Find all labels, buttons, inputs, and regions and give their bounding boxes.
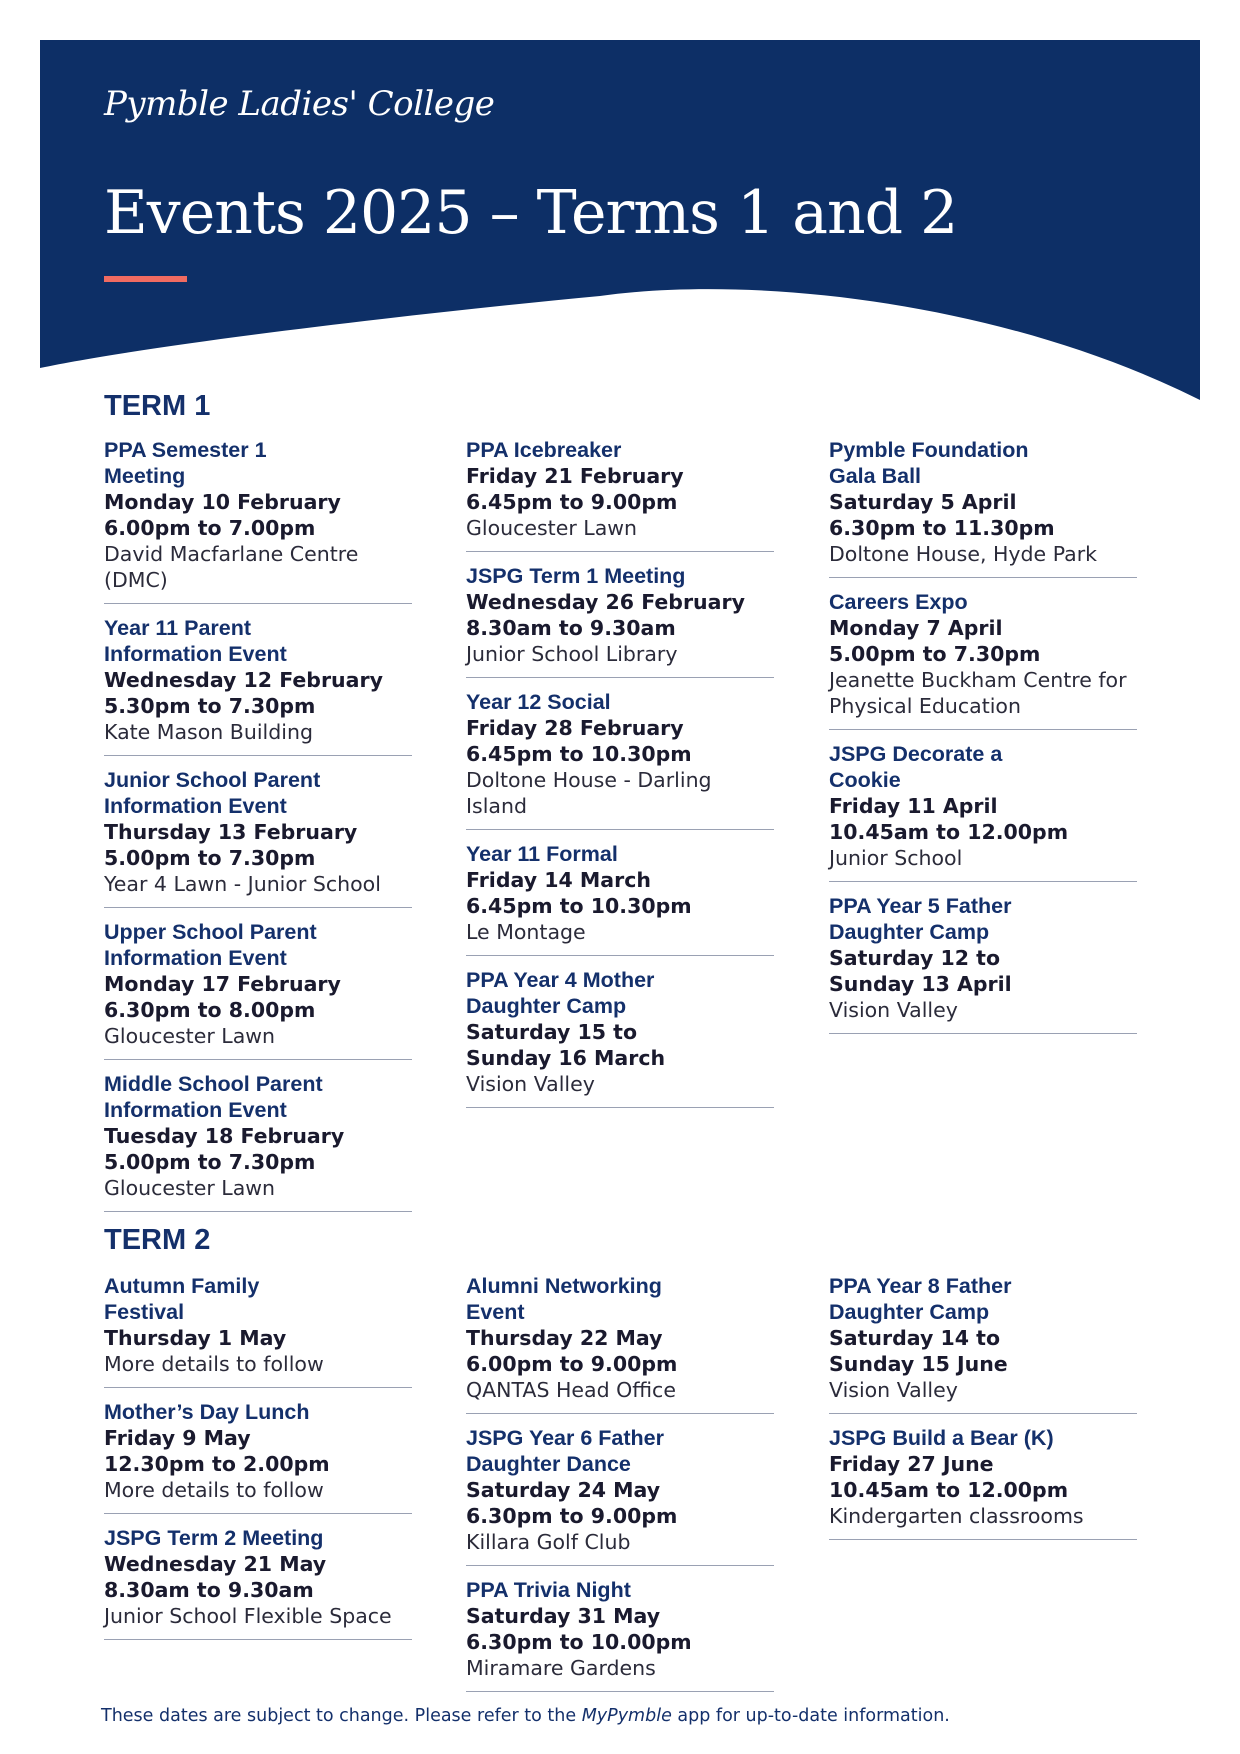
event-date: Saturday 14 to (829, 1326, 1001, 1350)
page-title: Events 2025 – Terms 1 and 2 (104, 178, 958, 248)
event-name: Year 11 Parent Information Event (104, 616, 287, 666)
event-location: Junior School Flexible Space (104, 1604, 392, 1628)
event-date: Monday 17 February (104, 972, 341, 996)
event-item (466, 841, 774, 956)
brand-logo: Pymble Ladies' College (104, 84, 495, 124)
event-time: 6.30pm to 8.00pm (104, 998, 316, 1022)
event-time: 10.45am to 12.00pm (829, 1478, 1069, 1502)
event-date: Friday 21 February (466, 464, 684, 488)
event-item (829, 741, 1137, 882)
event-name: PPA Trivia Night (466, 1578, 631, 1602)
event-name: Autumn Family Festival (104, 1274, 260, 1324)
event-item (829, 1273, 1137, 1414)
event-date: Tuesday 18 February (104, 1124, 345, 1148)
event-location: Killara Golf Club (466, 1530, 631, 1554)
event-date: Friday 14 March (466, 868, 651, 892)
event-item (104, 437, 412, 604)
event-location: Jeanette Buckham Centre for Physical Education (829, 668, 1127, 718)
event-date: Wednesday 21 May (104, 1552, 327, 1576)
event-date: Wednesday 12 February (104, 668, 383, 692)
event-item (104, 615, 412, 756)
event-item (104, 1399, 412, 1514)
event-location: Doltone House - Darling Island (466, 768, 712, 818)
event-location: Vision Valley (829, 1378, 958, 1402)
event-item (104, 767, 412, 908)
term-2-column-3 (829, 1273, 1137, 1551)
event-date: Thursday 1 May (104, 1326, 287, 1350)
event-name: Year 12 Social (466, 690, 611, 714)
event-item (466, 1273, 774, 1414)
event-location: Miramare Gardens (466, 1656, 656, 1680)
event-date: Saturday 31 May (466, 1604, 661, 1628)
event-time: 5.30pm to 7.30pm (104, 694, 316, 718)
event-date: Thursday 22 May (466, 1326, 663, 1350)
event-name: JSPG Decorate a Cookie (829, 742, 1003, 792)
event-item (466, 1577, 774, 1692)
event-time: 6.45pm to 9.00pm (466, 490, 678, 514)
event-item (466, 689, 774, 830)
event-item (466, 967, 774, 1108)
term-2-column-1 (104, 1273, 412, 1651)
footer-text-after: app for up-to-date information. (671, 1706, 950, 1726)
event-time: 6.30pm to 10.00pm (466, 1630, 692, 1654)
event-item (829, 893, 1137, 1034)
event-item (466, 1425, 774, 1566)
event-date: Thursday 13 February (104, 820, 358, 844)
term-2-heading: TERM 2 (104, 1224, 211, 1256)
event-location: Gloucester Lawn (104, 1176, 276, 1200)
event-location: Vision Valley (466, 1072, 595, 1096)
event-time: Sunday 15 June (829, 1352, 1008, 1376)
event-time: 6.30pm to 9.00pm (466, 1504, 678, 1528)
event-name: Pymble Foundation Gala Ball (829, 438, 1029, 488)
footer-note (101, 1706, 950, 1726)
event-item (829, 589, 1137, 730)
event-name: Careers Expo (829, 590, 968, 614)
event-location: Le Montage (466, 920, 586, 944)
event-date: Saturday 15 to (466, 1020, 638, 1044)
event-location: Kate Mason Building (104, 720, 313, 744)
event-name: PPA Year 4 Mother Daughter Camp (466, 968, 655, 1018)
event-time: 12.30pm to 2.00pm (104, 1452, 330, 1476)
event-location: Junior School (829, 846, 963, 870)
event-location: QANTAS Head Office (466, 1378, 676, 1402)
event-name: JSPG Term 1 Meeting (466, 564, 686, 588)
term-2-column-2 (466, 1273, 774, 1703)
event-name: Alumni Networking Event (466, 1274, 662, 1324)
event-time: Sunday 16 March (466, 1046, 666, 1070)
event-item (104, 1273, 412, 1388)
event-name: JSPG Year 6 Father Daughter Dance (466, 1426, 664, 1476)
event-item (104, 919, 412, 1060)
event-time: 5.00pm to 7.30pm (104, 846, 316, 870)
event-item (829, 437, 1137, 578)
event-time: 6.45pm to 10.30pm (466, 894, 692, 918)
event-date: Saturday 12 to (829, 946, 1001, 970)
event-name: PPA Semester 1 Meeting (104, 438, 267, 488)
event-name: PPA Year 5 Father Daughter Camp (829, 894, 1012, 944)
event-time: 6.00pm to 7.00pm (104, 516, 316, 540)
event-date: Friday 27 June (829, 1452, 994, 1476)
event-time: 6.00pm to 9.00pm (466, 1352, 678, 1376)
event-name: Upper School Parent Information Event (104, 920, 317, 970)
event-name: Junior School Parent Information Event (104, 768, 321, 818)
event-item (104, 1071, 412, 1212)
title-accent-bar (104, 276, 187, 282)
event-date: Saturday 5 April (829, 490, 1017, 514)
event-item (466, 437, 774, 552)
event-location: Kindergarten classrooms (829, 1504, 1084, 1528)
event-name: JSPG Build a Bear (K) (829, 1426, 1054, 1450)
event-location: Junior School Library (466, 642, 678, 666)
event-time: 8.30am to 9.30am (104, 1578, 314, 1602)
term-1-column-3 (829, 437, 1137, 1045)
event-time: 6.30pm to 11.30pm (829, 516, 1055, 540)
event-item (104, 1525, 412, 1640)
event-name: PPA Year 8 Father Daughter Camp (829, 1274, 1012, 1324)
event-time: 5.00pm to 7.30pm (104, 1150, 316, 1174)
event-date: Saturday 24 May (466, 1478, 661, 1502)
event-date: Friday 9 May (104, 1426, 251, 1450)
event-name: PPA Icebreaker (466, 438, 622, 462)
event-time: 5.00pm to 7.30pm (829, 642, 1041, 666)
event-time: 10.45am to 12.00pm (829, 820, 1069, 844)
event-date: Monday 10 February (104, 490, 341, 514)
term-1-column-2 (466, 437, 774, 1119)
event-location: Gloucester Lawn (466, 516, 638, 540)
event-item (829, 1425, 1137, 1540)
event-date: Friday 28 February (466, 716, 684, 740)
event-name: Mother’s Day Lunch (104, 1400, 310, 1424)
event-location: David Macfarlane Centre (DMC) (104, 542, 359, 592)
event-time: Sunday 13 April (829, 972, 1012, 996)
term-1-column-1 (104, 437, 412, 1223)
event-item (466, 563, 774, 678)
event-name: Middle School Parent Information Event (104, 1072, 323, 1122)
term-1-heading: TERM 1 (104, 390, 211, 422)
event-location: More details to follow (104, 1478, 324, 1502)
event-date: Wednesday 26 February (466, 590, 745, 614)
event-time: 8.30am to 9.30am (466, 616, 676, 640)
event-time: 6.45pm to 10.30pm (466, 742, 692, 766)
event-date: Friday 11 April (829, 794, 998, 818)
event-location: More details to follow (104, 1352, 324, 1376)
app-name: MyPymble (581, 1706, 672, 1726)
event-date: Monday 7 April (829, 616, 1003, 640)
event-location: Gloucester Lawn (104, 1024, 276, 1048)
event-name: JSPG Term 2 Meeting (104, 1526, 324, 1550)
event-name: Year 11 Formal (466, 842, 618, 866)
event-location: Year 4 Lawn - Junior School (104, 872, 381, 896)
event-location: Vision Valley (829, 998, 958, 1022)
footer-text-before: These dates are subject to change. Please refer to the (101, 1706, 582, 1726)
event-location: Doltone House, Hyde Park (829, 542, 1097, 566)
